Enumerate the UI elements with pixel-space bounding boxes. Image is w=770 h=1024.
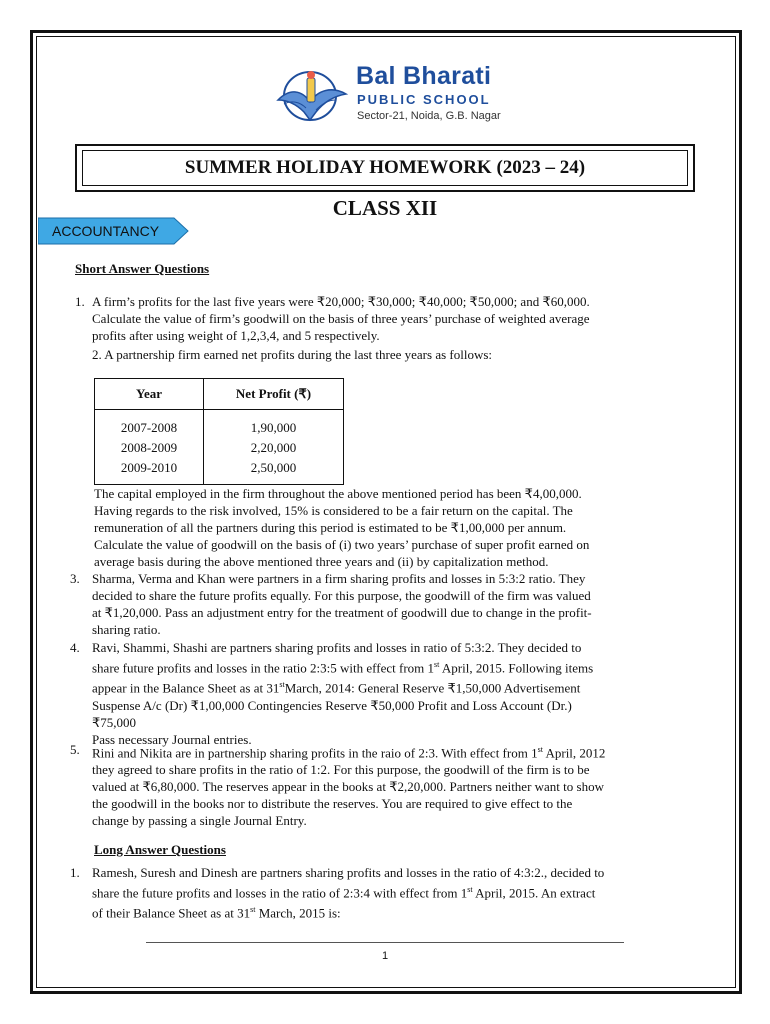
school-address: Sector-21, Noida, G.B. Nagar [357, 110, 501, 122]
q4-line: appear in the Balance Sheet as at 31stMarch, 2014: General Reserve ₹1,50,000 Advertisement [92, 680, 581, 696]
lq1-text [92, 864, 697, 922]
short-answer-heading: Short Answer Questions [75, 261, 210, 276]
q5-line: the goodwill in the books nor to distribute the reserves. You are required to give effect to the [92, 796, 573, 812]
homework-title-box [75, 144, 695, 192]
q1-line: A firm’s profits for the last five years were ₹20,000; ₹30,000; ₹40,000; ₹50,000; and ₹60,000. [92, 294, 590, 309]
q5-line: they agreed to share profits in the ratio of 1:2. For this purpose, the goodwill of the firm is to be [92, 762, 590, 778]
school-subtitle: PUBLIC SCHOOL [357, 92, 491, 107]
school-name: Bal Bharati [356, 62, 492, 90]
subject-tag [38, 217, 190, 245]
q3-line: at ₹1,20,000. Pass an adjustment entry for the treatment of goodwill due to change in the profit- [92, 605, 592, 620]
lq1-line: Ramesh, Suresh and Dinesh are partners sharing profits and losses in the ratio of 4:3:2., decided to [92, 865, 605, 880]
q4-line: share future profits and losses in the ratio 2:3:5 with effect from 1st April, 2015. Following items [92, 660, 594, 676]
q5-text [92, 741, 697, 829]
table-header-year: Year [95, 379, 204, 410]
q4-line: Suspense A/c (Dr) ₹1,00,000 Contingencies Reserve ₹50,000 Profit and Loss Account (Dr.) [92, 697, 572, 713]
homework-title: SUMMER HOLIDAY HOMEWORK (2023 – 24) [82, 150, 688, 186]
q3-line: Sharma, Verma and Khan were partners in a firm sharing profits and losses in 5:3:2 ratio. They [92, 571, 586, 586]
q4-text [92, 639, 697, 748]
q2-line: average basis during the above mentioned three years and (ii) by capitalization method. [94, 554, 549, 569]
q5-line: valued at ₹6,80,000. The reserves appear in the books at ₹2,20,000. Partners neither want to show [92, 779, 604, 795]
lq1-line: of their Balance Sheet as at 31st March, 2015 is: [92, 905, 341, 921]
table-year-column [95, 410, 204, 485]
q1-text [92, 293, 697, 344]
q1-line: profits after using weight of 1,2,3,4, and 5 respectively. [92, 328, 380, 343]
table-cell-year: 2008-2009 [120, 440, 178, 455]
q4-line: Pass necessary Journal entries. [92, 731, 252, 747]
q2-line: The capital employed in the firm throughout the above mentioned period has been ₹4,00,000. [94, 486, 582, 501]
q2-line: Calculate the value of goodwill on the basis of (i) two years’ purchase of super profit earned on [94, 537, 590, 552]
school-logo [270, 60, 510, 130]
lq1-number: 1. [70, 865, 80, 880]
q3-line: sharing ratio. [92, 622, 161, 637]
q5-line: change by passing a single Journal Entry. [92, 813, 307, 829]
q4-number: 4. [70, 640, 80, 655]
lq1-line: share the future profits and losses in the ratio of 2:3:4 with effect from 1st April, 2015. An extract [92, 885, 596, 901]
q2-line: remuneration of all the partners during this period is estimated to be ₹1,00,000 per annum. [94, 520, 567, 535]
q4-line: Ravi, Shammi, Shashi are partners sharing profits and losses in ratio of 5:3:2. They decided to [92, 640, 582, 655]
q3-line: decided to share the future profits equally. For this purpose, the goodwill of the firm was valued [92, 588, 591, 603]
subject-tag-label: ACCOUNTANCY [52, 223, 160, 239]
table-cell-year: 2009-2010 [120, 460, 178, 475]
footer-divider [146, 942, 624, 943]
table-cell-profit: 2,50,000 [250, 460, 297, 475]
net-profit-table [94, 378, 344, 485]
q1-number: 1. [75, 294, 85, 309]
q1-line: Calculate the value of firm’s goodwill on the basis of three years’ purchase of weighted average [92, 311, 590, 326]
table-cell-profit: 2,20,000 [250, 440, 297, 455]
table-profit-column [204, 410, 344, 485]
q5-number: 5. [70, 742, 80, 757]
table-header-profit: Net Profit (₹) [204, 379, 344, 410]
page-number: 1 [381, 950, 389, 962]
q2-text [94, 485, 697, 570]
long-answer-heading: Long Answer Questions [94, 842, 226, 857]
q2-intro: 2. A partnership firm earned net profits during the last three years as follows: [92, 347, 493, 362]
school-emblem-icon [270, 60, 354, 130]
class-title: CLASS XII [332, 196, 438, 220]
q5-line: Rini and Nikita are in partnership sharing profits in the raio of 2:3. With effect from 1st April, 2012 [92, 745, 606, 761]
q2-line: Having regards to the risk involved, 15% is considered to be a fair return on the capital. The [94, 503, 573, 518]
q3-text [92, 570, 697, 638]
table-cell-year: 2007-2008 [120, 420, 178, 435]
q4-line: ₹75,000 [92, 714, 137, 730]
q3-number: 3. [70, 571, 80, 586]
table-cell-profit: 1,90,000 [250, 420, 297, 435]
